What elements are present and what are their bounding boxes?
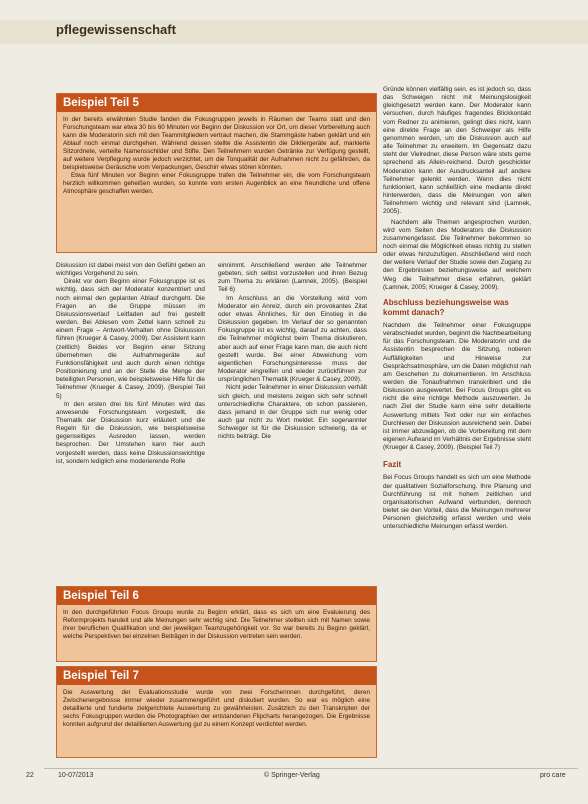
column-1 [56,262,205,582]
section-heading-fazit: Fazit [383,460,402,470]
box-7-paragraph: Die Auswertung der Evaluationsstudie wurde von zwei Forscherinnen durchgeführt, deren Zwischenergebnisse immer wieder zusammengeführt und diskutiert wurden. So war es möglich eine detaillierte und fundierte zielgerichtete Auswertung zu gewährleisten. Zusätzlich zu den Transkripten der sechs Fokusgruppen wurden die Photographien der entstandenen Flipcharts herangezogen. Die Ergebnisse konnten aufgrund der detaillierten Auswertung gut zu einem Konzept verdichtet werden. [63,689,370,728]
column-2 [218,262,367,582]
footer-rule [44,768,578,769]
box-6-body [57,605,376,645]
col1-paragraph: Diskussion ist dabei meist von den Gefühl geben an wichtiges Vorgehend zu sein. [56,262,205,278]
section-heading-abschluss: Abschluss beziehungsweise was kommt danach? [383,297,509,317]
publisher-credit: © Springer-Verlag [264,772,320,779]
issue-date: 10-07/2013 [58,772,94,779]
example-box-5 [56,93,377,253]
col1-paragraph: In den ersten drei bis fünf Minuten wird das anwesende Forschungsteam vorgestellt, die Thematik der Diskussion kurz erläutert und die Regeln für die Diskussion, wie beispielsweise gegenseitiges Ausreden lassen, werden besprochen. Der Umstehen kann hier auch vorgestellt werden, dass keine Diskussionswichtige ist, sondern lediglich eine moderierende Rolle [56,400,205,465]
col3-paragraph: Nachdem die Teilnehmer einer Fokusgruppe verabschiedet wurden, beginnt die Nachbearbeitung für das Forschungsteam. Die Moderatorin und die Assistentin besprechen die Sitzung, notieren Auffälligkeiten und Hinweise zur Gesprächsatmosphäre, um die Daten möglichst nah am Geschehen zu dokumentieren. Im Anschluss werden die Tonaufnahmen transkribiert und die Diskussion ausgewertet. Bei Focus Groups gibt es nicht die eine richtige Methode auszuwerten. Je nach Ziel der Studie kann eine sehr detaillierte Auswertung mittels Text oder nur ein einfaches Durchlesen der Diskussion ausreichend sein. Dabei ist immer abzuwägen, ob die Vorbereitung mit dem eigenen Aufwand im Verhältnis der Ergebnisse steht (Krueger & Casey, 2009). (Beispiel Teil 7) [383,321,531,452]
col1-paragraph: Direkt vor dem Beginn einer Fokusgruppe ist es wichtig, dass sich der Moderator konzentriert und noch einmal den geplanten Ablauf durchgeht. Die Fragen an die Gruppe müssen im Diskussionsverlauf Leitfaden auf frei gestellt werden. Bei Ablesen vom Zettel kann schnell zu einem Frage – Antwort-Verhalten ohne Diskussion führen (Krueger & Casey, 2009). Der Assistent kann (zeitlich) Beides vor Beginn einer Sitzung übernehmen die Aufnahmegeräte auf Funktionsfähigkeit und auch durch einen richtige Positionierung und an der Stelle die Menge der beteiligten Personen, wie beispielsweise Hilfe für die Teilnehmer (Krueger & Casey, 2009). (Beispiel Teil 5) [56,278,205,400]
box-5-paragraph: Etwa fünf Minuten vor Beginn einer Fokusgruppe trafen die Teilnehmer ein, die vom Forschungsteam herzlich willkommen geheißen wurden, so konnte vom ersten Augenblick an eine freundliche und offene Atmosphäre geschaffen werden. [63,171,370,195]
box-6-title: Beispiel Teil 6 [57,587,376,605]
box-5-body [57,112,376,200]
col2-paragraph: Nicht jeder Teilnehmer in einer Diskussion verhält sich gleich, und meistens zeigen sich sehr schnell unterschiedliche Charaktere, ob schon passieren, dass jemand in der Gruppe sich nur wenig oder auch gar nicht zu Wort meldet. Ein sogenannter Schweiger ist für die Diskussion schwierig, da er nichts beiträgt. Die [218,384,367,441]
col3-paragraph: Nachdem alle Themen angesprochen wurden, wird vom Seiten des Moderators die Diskussion zusammengefasst. Die Teilnehmer bekommen so noch einmal die Möglichkeit etwas richtig zu stellen oder etwas hinzuzufügen. Abschließend wird noch der weitere Verlauf der Studie sowie den Zugang zu den Ergebnissen beziehungsweise auf welchem Weg die Teilnehmer diese erfahren, geklärt (Lamnek, 2005; Krueger & Casey, 2009). [383,218,531,291]
box-7-body [57,685,376,733]
box-5-paragraph: In der bereits erwähnten Studie fanden die Fokusgruppen jeweils in Räumen der Teams statt und den Forschungsteam war etwa 30 bis 60 Minuten vor Beginn der Diskussion vor Ort, um dieser Vorbereitung auch kann die Moderatorin sich mit den Teammitgliedern vertraut machen, die Stammgäste haben geklärt und ein Ablauf noch einmal durchgehen. Während dessen stellte die Assistentin die Diktiergeräte auf, markierte Sitzordnete, verteilte Namensschilder und Stifte. Den Teilnehmern wurden Getränke zur Verfügung gestellt, auf weitere Verpflegung wurde jedoch verzichtet, um die Tonqualität der Aufnahmen nicht zu gefährden, da beispielsweise Geräusche vom Verpackungen, Geschirr etwas stören könnten. [63,116,370,171]
rubric-title: pflegewissenschaft [56,22,176,37]
fazit-paragraph: Bei Focus Groups handelt es sich um eine Methode der qualitativen Sozialforschung. Ihre Planung und Durchführung ist mit hohem zeitlichen und organisatorischen Aufwand verbunden, dennoch bietet sie den Vorteil, dass die Meinungen mehrerer Personen gleichzeitig erfasst werden und viele unterschiedliche Meinungen erfasst werden. [383,474,531,531]
box-6-paragraph: In den durchgeführten Focus Groups wurde zu Beginn erklärt, dass es sich um eine Evaluierung des Reformprojekts handelt und alle Meinungen sehr wichtig sind. Die Teilnehmer stellten sich mit Namen sowie ihrer beruflichen Qualifikation und der jeweiligen Teamzugehörigkeit vor. So war bereits zu Beginn geklärt, welche Perspektiven bei einzelnen Beiträgen in der Diskussion vertreten sein werden. [63,609,370,640]
example-box-7 [56,666,377,758]
col2-paragraph: einnimmt. Anschließend werden alle Teilnehmer gebeten, sich selbst vorzustellen und ihren Bezug zum Thema zu erklären (Lamnek, 2005). (Beispiel Teil 6) [218,262,367,294]
box-5-title: Beispiel Teil 5 [57,94,376,112]
column-3 [383,86,531,760]
col2-paragraph: Im Anschluss an die Vorstellung wird vom Moderator ein Anreiz, durch ein provokantes Zitat oder etwas Ähnliches, für den Einstieg in die Diskussion gegeben. Im Verlauf der so genannten Fokusgruppe ist es wichtig, darauf zu achten, dass die Teilnehmer möglichst beim Thema diskutieren, aber auch auf einer Frage kann man, die auch nicht gestellt wurde. Bei einer Abweichung vom eigentlichen Forschungsinteresse muss der Moderator eingreifen und wieder zurückführen zur ursprünglichen Thematik (Krueger & Casey, 2009). [218,294,367,384]
example-box-6 [56,586,377,662]
brand-label: pro care [540,772,566,779]
page-number: 22 [26,772,34,779]
col3-paragraph: Gründe können vielfältig sein. es ist jedoch so, dass das Schweigen nicht mit Meinungslosigkeit gleichgesetzt werden kann. Der Moderator kann versuchen, durch häufiges fragendes Blickkontakt vom Redner zu animieren, gelingt dies nicht, kann eine direkte Frage an den Schweiger als Hilfe genommen werden, um die Diskussion auch auf alle Teilnehmer zu erweitern. Im Gegensatz dazu steht der Vielredner, diese Person wäre stets gerne sprechend als Allein-reichend. Durch geschickter Moderation kann der Ausdrucksanteil auf andere Teilnehmer gelenkt werden. Wenn dies nicht funktioniert, kann schließlich eine mediante direkt hinterwerden, dass die Meinungen von allen Teilnehmern wichtig und relevant sind (Lamnek, 2005). [383,86,531,216]
box-7-title: Beispiel Teil 7 [57,667,376,685]
